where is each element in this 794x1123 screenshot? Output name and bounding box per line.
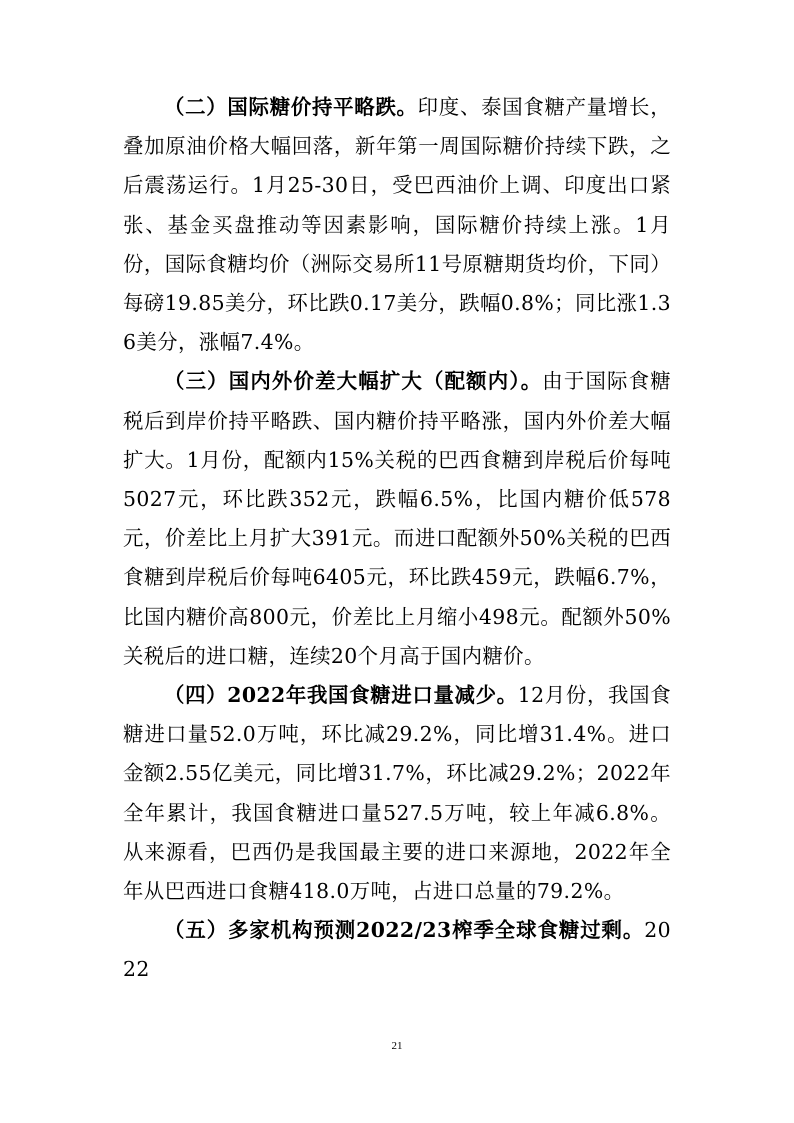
section-text: 12月份，我国食糖进口量52.0万吨，环比减29.2%，同比增31.4%。进口金额2.55亿美元，同比增31.7%，环比减29.2%；2022年全年累计，我国食糖进口量527.5万吨，较上年减6.8%。从来源看，巴西仍是我国最主要的进口来源地，2022年全年从巴西进口食糖418.0万吨，占进口总量的79.2%。 bbox=[123, 683, 671, 904]
document-body bbox=[123, 88, 671, 990]
section-heading: （四）2022年我国食糖进口量减少。 bbox=[164, 683, 518, 708]
section-text: 2022 bbox=[123, 918, 671, 982]
section-price-gap bbox=[123, 362, 671, 676]
section-heading: （三）国内外价差大幅扩大（配额内）。 bbox=[164, 369, 543, 394]
section-global-surplus-forecast bbox=[123, 911, 671, 989]
section-heading: （五）多家机构预测2022/23榨季全球食糖过剩。 bbox=[164, 918, 645, 943]
section-text: 由于国际食糖税后到岸价持平略跌、国内糖价持平略涨，国内外价差大幅扩大。1月份，配额内15%关税的巴西食糖到岸税后价每吨5027元，环比跌352元，跌幅6.5%，比国内糖价低578元，价差比上月扩大391元。而进口配额外50%关税的巴西食糖到岸税后价每吨6405元，环比跌459元，跌幅6.7%，比国内糖价高800元，价差比上月缩小498元。配额外50%关税后的进口糖，连续20个月高于国内糖价。 bbox=[123, 369, 672, 668]
section-import-volume bbox=[123, 676, 671, 911]
section-heading: （二）国际糖价持平略跌。 bbox=[164, 95, 418, 119]
section-international-sugar-price bbox=[123, 88, 671, 362]
page-number: 21 bbox=[391, 1040, 403, 1052]
section-text: 印度、泰国食糖产量增长，叠加原油价格大幅回落，新年第一周国际糖价持续下跌，之后震荡运行。1月25-30日，受巴西油价上调、印度出口紧张、基金买盘推动等因素影响，国际糖价持续上涨。1月份，国际食糖均价（洲际交易所11号原糖期货均价，下同）每磅19.85美分，环比跌0.17美分，跌幅0.8%；同比涨1.36美分，涨幅7.4%。 bbox=[123, 95, 671, 355]
